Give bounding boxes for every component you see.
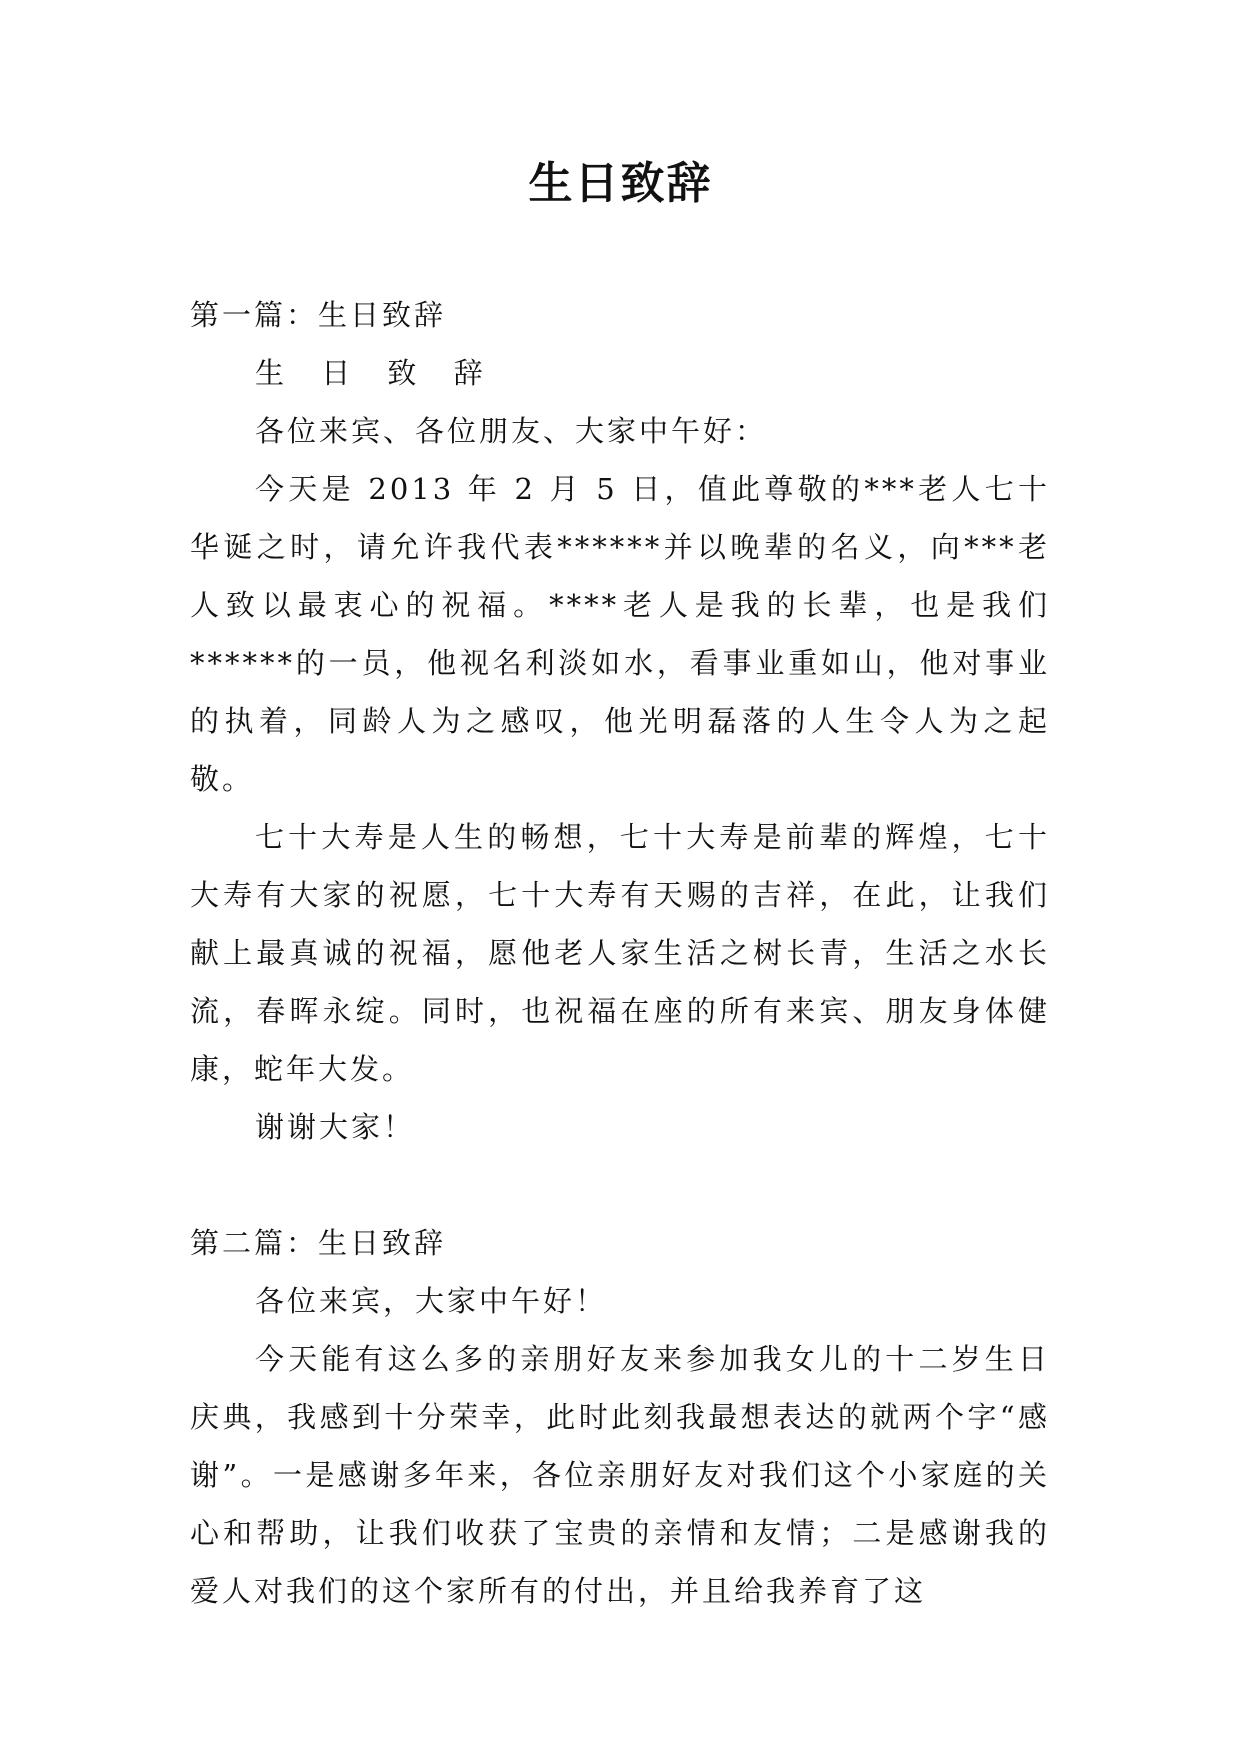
section-subtitle: 生 日 致 辞 bbox=[255, 356, 497, 390]
section-2 bbox=[190, 1214, 1050, 1620]
paragraph: 今天能有这么多的亲朋好友来参加我女儿的十二岁生日庆典，我感到十分荣幸，此时此刻我最想表达的就两个字“感谢”。一是感谢多年来，各位亲朋好友对我们这个小家庭的关心和帮助，让我们收获了宝贵的亲情和友情；二是感谢我的爱人对我们的这个家所有的付出，并且给我养育了这 bbox=[190, 1342, 1050, 1608]
closing-line: 谢谢大家！ bbox=[255, 1110, 416, 1144]
section-heading: 第一篇：生日致辞 bbox=[190, 298, 447, 332]
paragraph: 七十大寿是人生的畅想，七十大寿是前辈的辉煌，七十大寿有大家的祝愿，七十大寿有天赐的吉祥，在此，让我们献上最真诚的祝福，愿他老人家生活之树长青，生活之水长流，春晖永绽。同时，也祝福在座的所有来宾、朋友身体健康，蛇年大发。 bbox=[190, 820, 1050, 1086]
paragraph: 今天是 2013 年 2 月 5 日，值此尊敬的***老人七十华诞之时，请允许我代表******并以晚辈的名义，向***老人致以最衷心的祝福。****老人是我的长辈，也是我们******的一员，他视名利淡如水，看事业重如山，他对事业的执着，同龄人为之感叹，他光明磊落的人生令人为之起敬。 bbox=[190, 472, 1050, 796]
section-heading: 第二篇：生日致辞 bbox=[190, 1226, 447, 1260]
document-body bbox=[190, 286, 1050, 1620]
section-1 bbox=[190, 286, 1050, 1156]
document-title: 生日致辞 bbox=[528, 158, 713, 209]
greeting: 各位来宾、各位朋友、大家中午好： bbox=[255, 414, 768, 448]
section-spacer bbox=[190, 1156, 1050, 1214]
greeting: 各位来宾，大家中午好！ bbox=[255, 1284, 608, 1318]
